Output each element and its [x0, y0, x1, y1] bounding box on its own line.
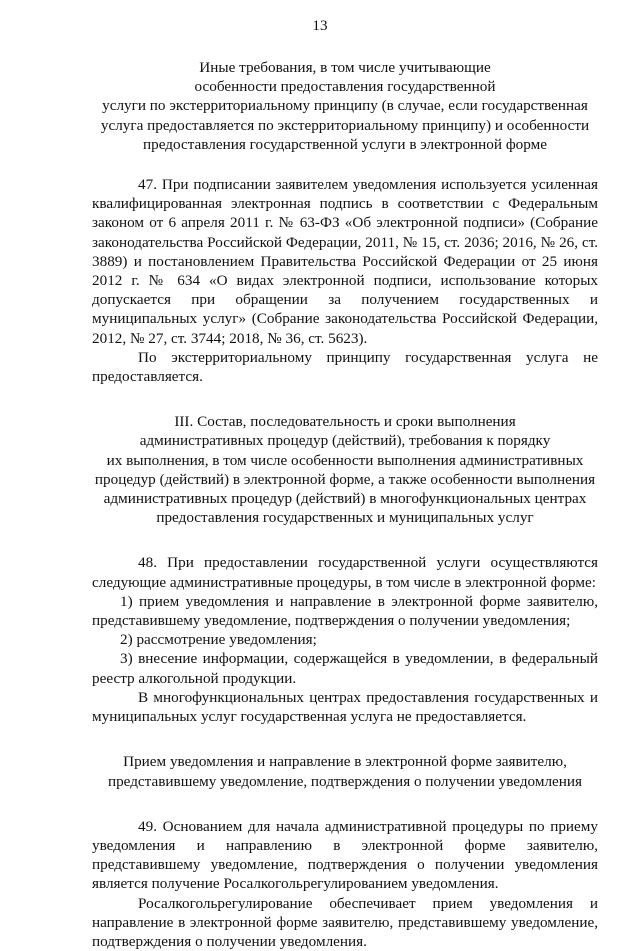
section-title-receive-notification: Прием уведомления и направление в электронной форме заявителю, представившему уведомление, подтверждения о получении уведомления — [107, 753, 583, 790]
paragraph-49: 49. Основанием для начала административной процедуры по приему уведомления и направлению в электронной форме заявителю, представившему уведомление, подтверждения о получении уведомления является получение Росалкогольрегулированием уведомления. — [92, 817, 598, 893]
list-item: 3) внесение информации, содержащейся в уведомлении, в федеральный реестр алкогольной продукции. — [92, 650, 598, 687]
list-item: 2) рассмотрение уведомления; — [120, 631, 317, 649]
paragraph-48: 48. При предоставлении государственной услуги осуществляются следующие административные процедуры, в том числе в электронной форме: — [92, 554, 598, 591]
paragraph-mfc: В многофункциональных центрах предоставления государственных и муниципальных услуг государственная услуга не предоставляется. — [92, 688, 598, 726]
paragraph-extraterritorial: По экстерриториальному принципу государственная услуга не предоставляется. — [92, 348, 598, 386]
list-item: 1) прием уведомления и направление в электронной форме заявителю, представившему уведомление, подтверждения о получении уведомления; — [92, 592, 598, 630]
paragraph-47: 47. При подписании заявителем уведомления используется усиленная квалифицированная электронная подпись в соответствии с Федеральным законом от 6 апреля 2011 г. № 63-ФЗ «Об электронной подписи» (Собрание законодательства Российской Федерации, 2011, № 15, ст. 2036; 2016, № 26, ст. 3889) и постановлением Правительства Российской Федерации от 25 июня 2012 г. № 634 «О видах электронной подписи, использование которых допускается при обращении за получением государственных и муниципальных услуг» (Собрание законодательства Российской Федерации, 2012, № 27, ст. 3744; 2018, № 36, ст. 5623). — [92, 176, 598, 347]
section-title-iii: III. Состав, последовательность и сроки выполнения административных процедур (действий), требования к порядку их выполнения, в том числе особенности выполнения административных процедур (действий) в электронной форме, а также особенности выполнения административных процедур (действий) в многофункциональных центрах предоставления государственных и муниципальных услуг — [94, 413, 596, 527]
page-number: 13 — [312, 17, 328, 34]
section-title-other-requirements: Иные требования, в том числе учитывающие особенности предоставления государственной услуги по экстерриториальному принципу (в случае, если государственная услуга предоставляется по экстерриториальному принципу) и особенности предоставления государственной услуги в электронной форме — [100, 59, 590, 153]
paragraph-49-continued: Росалкогольрегулирование обеспечивает прием уведомления и направление в электронной форме заявителю, представившему уведомление, подтверждения о получении уведомления. — [92, 894, 598, 950]
